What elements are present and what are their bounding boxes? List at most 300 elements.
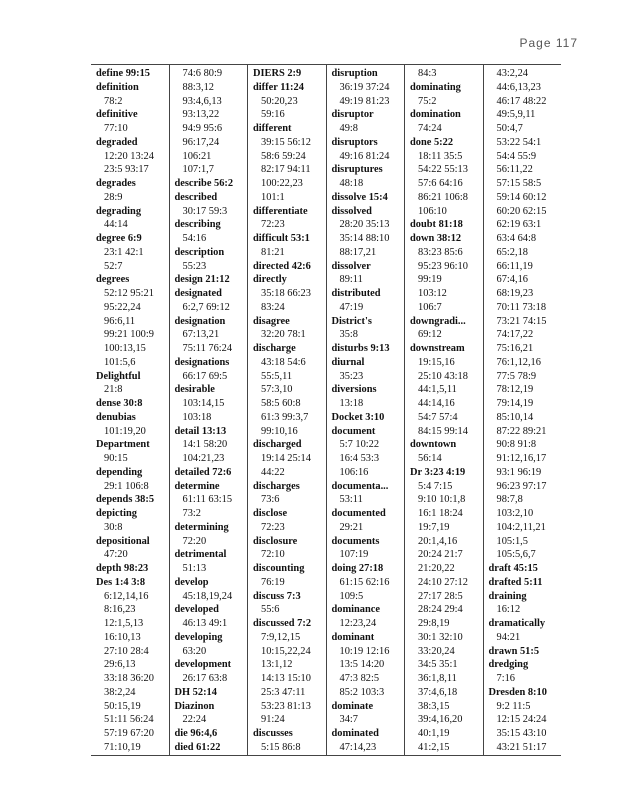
index-reference: 16:1 18:24 <box>418 508 463 519</box>
index-reference: 63:4 64:8 <box>496 233 537 244</box>
index-term: disruption <box>331 68 378 79</box>
index-reference: 36:19 37:24 <box>339 81 390 93</box>
index-term: different <box>253 123 292 134</box>
index-reference: 38:3,15 <box>418 700 450 712</box>
index-term: died 61:22 <box>174 741 221 753</box>
index-term: difficult 53:1 <box>253 233 310 244</box>
index-reference: 74:17,22 <box>496 329 534 341</box>
index-reference: 39:4,16,20 <box>418 714 463 726</box>
index-reference: 35:8 <box>339 329 358 341</box>
index-reference: 55:23 <box>182 260 207 272</box>
index-reference: 32:20 78:1 <box>261 329 306 341</box>
index-term: detail 13:13 <box>174 425 227 437</box>
index-reference: 90:15 <box>104 453 128 464</box>
index-term: Delightful <box>96 370 141 382</box>
index-reference: 29:21 <box>339 521 364 533</box>
index-reference: 43:21 51:17 <box>496 741 547 753</box>
index-reference: 46:13 49:1 <box>182 618 228 629</box>
index-reference: 54:16 <box>182 233 207 244</box>
index-term: diurnal <box>331 356 365 368</box>
index-reference: 55:6 <box>261 604 280 616</box>
index-term: DH 52:14 <box>174 686 217 698</box>
index-reference: 5:4 7:15 <box>418 480 453 492</box>
index-reference: 19:15,16 <box>418 356 455 368</box>
index-reference: 13:18 <box>339 398 364 409</box>
index-reference: 58:6 59:24 <box>261 150 306 162</box>
index-reference: 23:1 42:1 <box>104 246 144 258</box>
index-reference: 24:10 27:12 <box>418 576 468 588</box>
index-reference: 56:11,22 <box>496 164 533 176</box>
index-reference: 52:7 <box>104 260 123 272</box>
index-reference: 73:21 74:15 <box>496 315 547 327</box>
index-term: degree 6:9 <box>96 233 142 244</box>
index-column-5 <box>404 65 483 755</box>
index-reference: 5:15 86:8 <box>261 741 301 753</box>
index-reference: 59:16 <box>261 109 285 121</box>
index-reference: 50:4,7 <box>496 123 523 134</box>
index-term: documented <box>331 508 386 519</box>
index-term: description <box>174 246 225 258</box>
index-reference: 47:3 82:5 <box>339 673 380 684</box>
index-reference: 107:19 <box>339 549 369 561</box>
index-reference: 19:7,19 <box>418 521 450 533</box>
index-term: domination <box>410 109 461 121</box>
index-term: determining <box>174 521 229 533</box>
index-reference: 30:17 59:3 <box>182 205 228 217</box>
index-reference: 53:11 <box>339 494 363 506</box>
index-term: definitive <box>96 109 138 121</box>
index-reference: 13:5 14:20 <box>339 659 385 671</box>
index-term: degrades <box>96 178 136 189</box>
index-reference: 58:5 60:8 <box>261 398 301 409</box>
index-reference: 73:2 <box>182 508 201 519</box>
index-reference: 52:12 95:21 <box>104 288 154 299</box>
index-reference: 30:8 <box>104 521 123 533</box>
index-reference: 96:23 97:17 <box>496 480 547 492</box>
index-term: designations <box>174 356 230 368</box>
index-term: disagree <box>253 315 290 327</box>
index-reference: 33:18 36:20 <box>104 673 154 684</box>
index-reference: 75:11 76:24 <box>182 343 233 354</box>
index-term: define 99:15 <box>96 68 150 79</box>
index-reference: 106:16 <box>339 466 369 478</box>
index-reference: 103:12 <box>418 288 447 299</box>
index-reference: 16:10,13 <box>104 631 141 643</box>
index-reference: 77:5 78:9 <box>496 370 537 382</box>
index-term: disclose <box>253 508 288 519</box>
index-reference: 83:23 85:6 <box>418 246 463 258</box>
index-reference: 104:2,11,21 <box>496 521 546 533</box>
index-term: Dr 3:23 4:19 <box>410 466 466 478</box>
index-reference: 21:8 <box>104 384 123 396</box>
index-term: downtown <box>410 439 457 451</box>
index-reference: 66:17 69:5 <box>182 370 228 382</box>
index-term: done 5:22 <box>410 136 454 148</box>
index-reference: 84:3 <box>418 68 437 79</box>
index-term: discharges <box>253 480 300 492</box>
index-term: described <box>174 191 218 203</box>
index-term: developed <box>174 604 219 616</box>
index-term: describe 56:2 <box>174 178 234 189</box>
index-reference: 47:14,23 <box>339 741 377 753</box>
index-term: disclosure <box>253 535 298 547</box>
index-reference: 49:5,9,11 <box>496 109 536 121</box>
index-reference: 103:18 <box>182 411 212 423</box>
index-reference: 50:20,23 <box>261 95 298 107</box>
index-reference: 46:17 48:22 <box>496 95 547 107</box>
index-reference: 61:3 99:3,7 <box>261 411 309 423</box>
index-term: dominance <box>331 604 380 616</box>
index-reference: 10:19 12:16 <box>339 645 390 657</box>
index-reference: 27:17 28:5 <box>418 590 463 602</box>
index-reference: 28:9 <box>104 191 123 203</box>
index-reference: 70:11 73:18 <box>496 301 547 313</box>
index-reference: 44:1,5,11 <box>418 384 457 396</box>
index-reference: 7:9,12,15 <box>261 631 301 643</box>
index-reference: 71:10,19 <box>104 741 141 753</box>
index-term: District's <box>331 315 372 327</box>
index-reference: 6:2,7 69:12 <box>182 301 230 313</box>
index-reference: 14:1 58:20 <box>182 439 228 451</box>
index-term: disturbs 9:13 <box>331 343 390 354</box>
index-reference: 62:19 63:1 <box>496 219 542 231</box>
index-term: disruptor <box>331 109 374 121</box>
index-term: dramatically <box>488 618 546 629</box>
index-term: developing <box>174 631 223 643</box>
index-reference: 60:20 62:15 <box>496 205 547 217</box>
index-reference: 93:4,6,13 <box>182 95 222 107</box>
index-reference: 100:13,15 <box>104 343 146 354</box>
index-reference: 72:10 <box>261 549 285 561</box>
index-term: DIERS 2:9 <box>253 68 302 79</box>
index-reference: 25:3 47:11 <box>261 686 306 698</box>
index-reference: 40:1,19 <box>418 728 450 739</box>
index-reference: 76:19 <box>261 576 285 588</box>
index-reference: 49:16 81:24 <box>339 150 390 162</box>
index-reference: 78:12,19 <box>496 384 534 396</box>
index-reference: 82:17 94:11 <box>261 164 311 176</box>
index-reference: 105:5,6,7 <box>496 549 536 561</box>
index-term: dissolve 15:4 <box>331 191 388 203</box>
index-reference: 29:1 106:8 <box>104 480 149 492</box>
index-term: discharged <box>253 439 302 451</box>
index-reference: 101:1 <box>261 191 285 203</box>
index-reference: 19:14 25:14 <box>261 453 311 464</box>
index-reference: 93:13,22 <box>182 109 220 121</box>
index-reference: 39:15 56:12 <box>261 136 311 148</box>
index-term: develop <box>174 576 209 588</box>
index-term: denubias <box>96 411 136 423</box>
index-reference: 103:14,15 <box>182 398 225 409</box>
index-term: detailed 72:6 <box>174 466 232 478</box>
index-term: differ 11:24 <box>253 81 304 93</box>
index-reference: 54:7 57:4 <box>418 411 458 423</box>
index-term: dominated <box>331 728 379 739</box>
index-reference: 78:2 <box>104 95 123 107</box>
index-reference: 72:20 <box>182 535 207 547</box>
index-reference: 9:10 10:1,8 <box>418 494 466 506</box>
index-reference: 72:23 <box>261 219 285 231</box>
index-reference: 18:11 35:5 <box>418 150 463 162</box>
index-reference: 105:1,5 <box>496 535 528 547</box>
index-column-3 <box>247 65 326 755</box>
index-term: design 21:12 <box>174 274 230 286</box>
index-term: desirable <box>174 384 215 396</box>
index-term: describing <box>174 219 221 231</box>
index-reference: 93:1 96:19 <box>496 466 542 478</box>
index-reference: 56:14 <box>418 453 442 464</box>
index-reference: 96:17,24 <box>182 136 220 148</box>
index-reference: 45:18,19,24 <box>182 590 233 602</box>
index-reference: 26:17 63:8 <box>182 673 228 684</box>
index-reference: 104:21,23 <box>182 453 225 464</box>
index-term: drafted 5:11 <box>488 576 543 588</box>
index-term: discuss 7:3 <box>253 590 301 602</box>
index-reference: 37:4,6,18 <box>418 686 458 698</box>
index-reference: 34:5 35:1 <box>418 659 458 671</box>
index-reference: 72:23 <box>261 521 285 533</box>
index-reference: 7:16 <box>496 673 515 684</box>
index-reference: 99:19 <box>418 274 442 286</box>
index-reference: 101:19,20 <box>104 425 146 437</box>
index-reference: 73:6 <box>261 494 280 506</box>
index-reference: 69:12 <box>418 329 442 341</box>
index-reference: 29:8,19 <box>418 618 450 629</box>
index-reference: 48:18 <box>339 178 364 189</box>
index-reference: 107:1,7 <box>182 164 214 176</box>
index-reference: 99:10,16 <box>261 425 298 437</box>
index-reference: 14:13 15:10 <box>261 673 311 684</box>
index-reference: 63:20 <box>182 645 207 657</box>
index-reference: 75:16,21 <box>496 343 534 354</box>
index-reference: 94:21 <box>496 631 521 643</box>
index-term: draft 45:15 <box>488 563 538 574</box>
index-reference: 35:23 <box>339 370 364 382</box>
index-term: disruptures <box>331 164 383 176</box>
index-reference: 85:2 103:3 <box>339 686 385 698</box>
index-reference: 6:12,14,16 <box>104 590 149 602</box>
index-reference: 83:24 <box>261 301 285 313</box>
index-reference: 12:1,5,13 <box>104 618 144 629</box>
index-reference: 66:11,19 <box>496 260 533 272</box>
index-reference: 67:4,16 <box>496 274 528 286</box>
index-term: dominant <box>331 631 375 643</box>
index-reference: 96:6,11 <box>104 315 136 327</box>
index-term: doubt 81:18 <box>410 219 463 231</box>
index-reference: 12:20 13:24 <box>104 150 154 162</box>
index-column-4 <box>326 65 405 755</box>
index-reference: 28:24 29:4 <box>418 604 463 616</box>
index-reference: 54:22 55:13 <box>418 164 468 176</box>
index-term: Department <box>96 439 150 451</box>
index-reference: 44:6,13,23 <box>496 81 541 93</box>
index-term: depending <box>96 466 143 478</box>
index-reference: 43:18 54:6 <box>261 356 306 368</box>
index-term: die 96:4,6 <box>174 728 218 739</box>
index-reference: 91:24 <box>261 714 285 726</box>
index-reference: 100:22,23 <box>261 178 303 189</box>
index-reference: 74:6 80:9 <box>182 68 223 79</box>
index-term: degrading <box>96 205 142 217</box>
index-term: designated <box>174 288 222 299</box>
index-reference: 20:24 21:7 <box>418 549 463 561</box>
index-reference: 57:15 58:5 <box>496 178 542 189</box>
index-column-2 <box>169 65 248 755</box>
index-reference: 106:7 <box>418 301 442 313</box>
index-reference: 9:2 11:5 <box>496 700 531 712</box>
index-reference: 99:21 100:9 <box>104 329 154 341</box>
index-term: degraded <box>96 136 138 148</box>
index-reference: 76:1,12,16 <box>496 356 541 368</box>
index-reference: 44:14,16 <box>418 398 455 409</box>
index-term: documents <box>331 535 380 547</box>
index-reference: 12:23,24 <box>339 618 377 629</box>
index-reference: 86:21 106:8 <box>418 191 468 203</box>
index-reference: 54:4 55:9 <box>496 150 537 162</box>
index-reference: 44:14 <box>104 219 128 231</box>
index-term: depth 98:23 <box>96 563 149 574</box>
index-reference: 87:22 89:21 <box>496 425 547 437</box>
index-term: doing 27:18 <box>331 563 384 574</box>
index-reference: 106:10 <box>418 205 447 217</box>
index-reference: 23:5 93:17 <box>104 164 149 176</box>
index-term: directly <box>253 274 287 286</box>
index-term: determine <box>174 480 220 492</box>
index-reference: 13:1,12 <box>261 659 293 671</box>
index-reference: 94:9 95:6 <box>182 123 223 134</box>
index-reference: 22:24 <box>182 714 207 726</box>
index-reference: 90:8 91:8 <box>496 439 537 451</box>
index-term: distributed <box>331 288 381 299</box>
page-number: Page 117 <box>519 36 578 50</box>
index-term: depends 38:5 <box>96 494 155 506</box>
index-term: down 38:12 <box>410 233 462 244</box>
index-term: drawn 51:5 <box>488 645 540 657</box>
index-reference: 67:13,21 <box>182 329 220 341</box>
word-index-grid <box>91 64 561 756</box>
index-reference: 88:3,12 <box>182 81 214 93</box>
index-term: diversions <box>331 384 377 396</box>
index-reference: 12:15 24:24 <box>496 714 547 726</box>
index-reference: 74:24 <box>418 123 442 134</box>
index-term: discharge <box>253 343 296 354</box>
index-term: disruptors <box>331 136 378 148</box>
index-term: discusses <box>253 728 293 739</box>
index-reference: 65:2,18 <box>496 246 528 258</box>
index-term: Diazinon <box>174 700 215 712</box>
index-column-1 <box>91 65 169 755</box>
index-reference: 21:20,22 <box>418 563 455 574</box>
index-term: downstream <box>410 343 465 354</box>
index-term: Docket 3:10 <box>331 411 385 423</box>
index-reference: 47:19 <box>339 301 364 313</box>
index-reference: 8:16,23 <box>104 604 136 616</box>
index-reference: 103:2,10 <box>496 508 534 519</box>
index-reference: 81:21 <box>261 246 285 258</box>
index-reference: 10:15,22,24 <box>261 645 311 657</box>
index-term: detrimental <box>174 549 227 561</box>
index-reference: 106:21 <box>182 150 212 162</box>
index-reference: 41:2,15 <box>418 741 450 753</box>
index-reference: 61:11 63:15 <box>182 494 233 506</box>
index-reference: 33:20,24 <box>418 645 455 657</box>
index-reference: 5:7 10:22 <box>339 439 380 451</box>
index-reference: 51:13 <box>182 563 207 574</box>
index-reference: 35:14 88:10 <box>339 233 390 244</box>
index-reference: 101:5,6 <box>104 356 136 368</box>
index-reference: 95:23 96:10 <box>418 260 468 272</box>
index-column-6 <box>483 65 562 755</box>
index-term: dissolver <box>331 260 371 272</box>
index-reference: 53:22 54:1 <box>496 136 542 148</box>
index-term: directed 42:6 <box>253 260 311 272</box>
index-term: Dresden 8:10 <box>488 686 547 698</box>
index-term: discounting <box>253 563 305 574</box>
index-term: dissolved <box>331 205 372 217</box>
index-reference: 57:19 67:20 <box>104 728 154 739</box>
index-reference: 57:6 64:16 <box>418 178 463 189</box>
index-term: discussed 7:2 <box>253 618 312 629</box>
index-reference: 28:20 35:13 <box>339 219 390 231</box>
index-term: depicting <box>96 508 137 519</box>
index-reference: 59:14 60:12 <box>496 191 547 203</box>
index-reference: 35:15 43:10 <box>496 728 547 739</box>
index-reference: 36:1,8,11 <box>418 673 457 684</box>
index-reference: 25:10 43:18 <box>418 370 468 382</box>
index-reference: 20:1,4,16 <box>418 535 458 547</box>
index-reference: 34:7 <box>339 714 358 726</box>
index-reference: 57:3,10 <box>261 384 293 396</box>
index-term: document <box>331 425 376 437</box>
index-reference: 47:20 <box>104 549 128 561</box>
index-reference: 61:15 62:16 <box>339 576 390 588</box>
index-reference: 44:22 <box>261 466 285 478</box>
index-reference: 27:10 28:4 <box>104 645 149 657</box>
index-reference: 109:5 <box>339 590 364 602</box>
index-reference: 43:2,24 <box>496 68 528 79</box>
index-reference: 38:2,24 <box>104 686 136 698</box>
index-reference: 88:17,21 <box>339 246 377 258</box>
index-term: degrees <box>96 274 130 286</box>
index-term: definition <box>96 81 139 93</box>
index-reference: 30:1 32:10 <box>418 631 463 643</box>
index-reference: 98:7,8 <box>496 494 523 506</box>
index-reference: 35:18 66:23 <box>261 288 311 299</box>
index-reference: 75:2 <box>418 95 437 107</box>
index-reference: 55:5,11 <box>261 370 293 382</box>
index-term: development <box>174 659 232 671</box>
index-reference: 91:12,16,17 <box>496 453 547 464</box>
index-reference: 16:4 53:3 <box>339 453 380 464</box>
index-reference: 50:15,19 <box>104 700 141 712</box>
index-reference: 79:14,19 <box>496 398 534 409</box>
index-reference: 49:19 81:23 <box>339 95 390 107</box>
index-reference: 68:19,23 <box>496 288 534 299</box>
index-term: dredging <box>488 659 529 671</box>
index-reference: 53:23 81:13 <box>261 700 311 712</box>
index-term: differentiate <box>253 205 308 217</box>
index-reference: 89:11 <box>339 274 363 286</box>
index-term: depositional <box>96 535 150 547</box>
index-term: Des 1:4 3:8 <box>96 576 146 588</box>
index-reference: 16:12 <box>496 604 521 616</box>
index-term: draining <box>488 590 527 602</box>
index-term: dominating <box>410 81 461 93</box>
index-term: designation <box>174 315 226 327</box>
index-reference: 77:10 <box>104 123 128 134</box>
index-reference: 84:15 99:14 <box>418 425 468 437</box>
index-term: downgradi... <box>410 315 466 327</box>
